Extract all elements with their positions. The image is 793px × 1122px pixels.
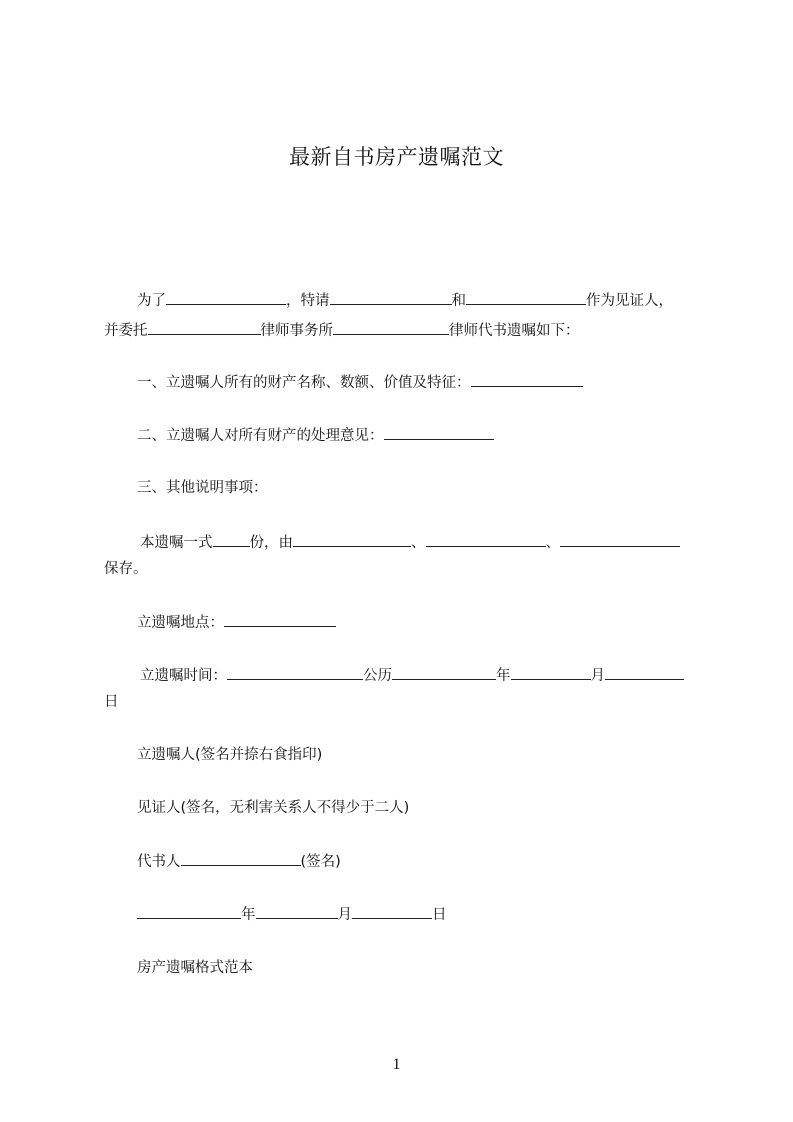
item-1-text: 一、立遗嘱人所有的财产名称、数额、价值及特征：	[137, 375, 471, 391]
blank-day[interactable]	[605, 665, 684, 680]
blank-copy-count[interactable]	[213, 532, 250, 547]
testator-sign-line	[137, 745, 322, 765]
blank-date-year[interactable]	[137, 904, 241, 919]
item-2-text: 二、立遗嘱人对所有财产的处理意见：	[137, 428, 384, 444]
intro-text-for: 为了	[137, 293, 166, 309]
testator-sign-text: 立遗嘱人(签名并捺右食指印)	[137, 747, 323, 763]
blank-time[interactable]	[227, 665, 363, 680]
copies-sep-1: 、	[411, 535, 426, 551]
blank-keeper-2[interactable]	[426, 532, 546, 547]
copies-line-1	[140, 532, 680, 553]
blank-month[interactable]	[511, 665, 591, 680]
blank-keeper-3[interactable]	[560, 532, 680, 547]
intro-text-invite: ，特请	[286, 293, 330, 309]
intro-text-entrust: 并委托	[104, 323, 148, 339]
intro-text-and: 和	[451, 293, 466, 309]
item-3-text: 三、其他说明事项：	[137, 480, 268, 496]
blank-law-firm[interactable]	[148, 320, 261, 335]
blank-disposal-opinion[interactable]	[384, 425, 494, 440]
copies-text-a: 本遗嘱一式	[140, 535, 213, 551]
blank-year[interactable]	[392, 665, 496, 680]
blank-place[interactable]	[224, 612, 336, 627]
date-day: 日	[432, 907, 447, 923]
place-line	[137, 612, 336, 633]
item-2-line	[137, 425, 494, 446]
format-heading: 房产遗嘱格式范本	[137, 960, 253, 976]
blank-witness-2[interactable]	[466, 290, 586, 305]
item-1-line	[137, 372, 583, 393]
scribe-line	[137, 851, 341, 872]
blank-scribe[interactable]	[181, 851, 301, 866]
time-day: 日	[104, 694, 119, 710]
blank-property-details[interactable]	[471, 372, 583, 387]
intro-text-law-firm: 律师事务所	[260, 323, 333, 339]
blank-keeper-1[interactable]	[293, 532, 411, 547]
time-gongli: 公历	[363, 668, 392, 684]
time-month: 月	[590, 668, 605, 684]
blank-testator-name[interactable]	[166, 290, 286, 305]
intro-line-2	[104, 320, 580, 341]
witness-sign-text: 见证人(签名，无利害关系人不得少于二人)	[137, 800, 410, 816]
document-title: 最新自书房产遗嘱范文	[289, 145, 504, 169]
time-year: 年	[496, 668, 511, 684]
time-line-1	[140, 665, 684, 686]
date-line	[137, 904, 447, 925]
date-month: 月	[337, 907, 352, 923]
witness-sign-line	[137, 798, 409, 818]
copies-sep-2: 、	[545, 535, 560, 551]
date-year: 年	[241, 907, 256, 923]
scribe-sign: (签名)	[300, 854, 341, 870]
blank-witness-1[interactable]	[330, 290, 452, 305]
time-label: 立遗嘱时间：	[140, 668, 227, 684]
format-heading-line	[137, 958, 253, 978]
intro-line-1	[137, 290, 673, 311]
item-3-line	[137, 478, 268, 498]
intro-text-as-witness: 作为见证人，	[586, 293, 673, 309]
blank-date-day[interactable]	[352, 904, 432, 919]
blank-date-month[interactable]	[256, 904, 338, 919]
page-number: 1	[392, 1056, 401, 1073]
time-line-2	[104, 692, 119, 712]
scribe-label: 代书人	[137, 854, 181, 870]
copies-tail: 保存。	[104, 561, 148, 577]
place-label: 立遗嘱地点：	[137, 615, 224, 631]
blank-lawyer[interactable]	[333, 320, 449, 335]
intro-text-lawyer-writes: 律师代书遗嘱如下：	[449, 323, 580, 339]
copies-text-b: 份，由	[249, 535, 293, 551]
copies-line-2	[104, 559, 148, 579]
